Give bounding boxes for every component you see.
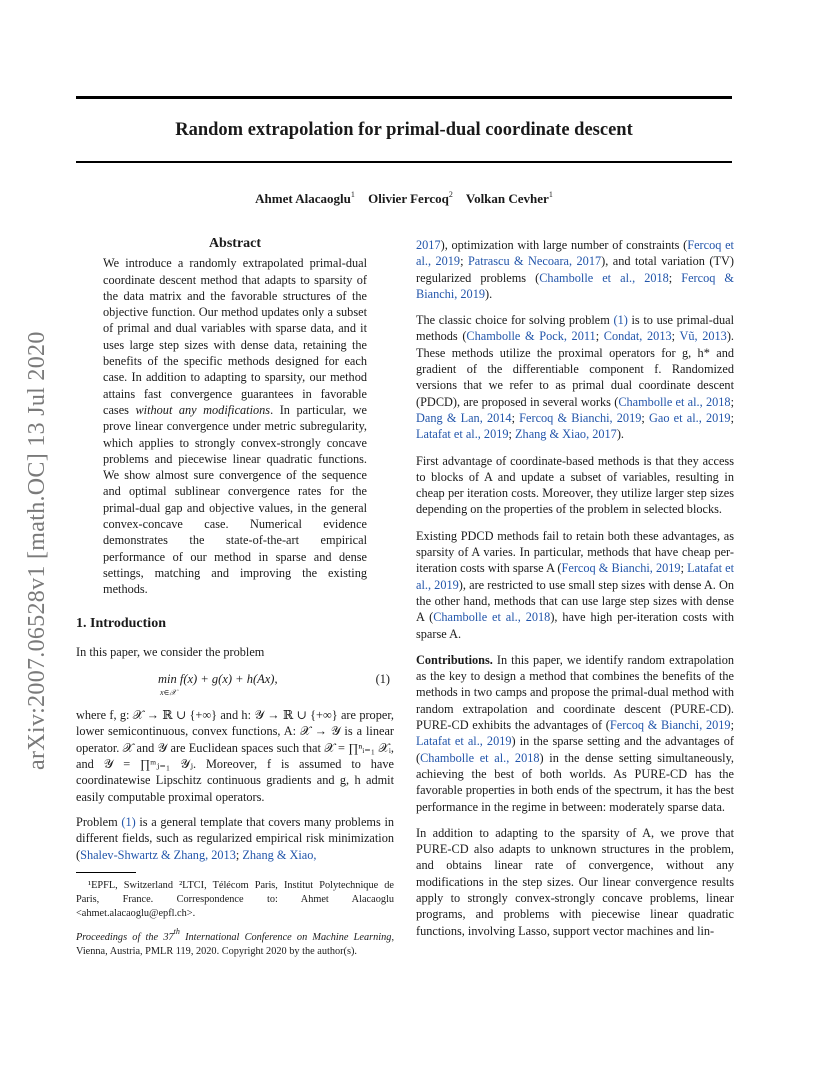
body-paragraph: 2017), optimization with large number of constraints (Fercoq et al., 2019; Patrascu & Necoara, 2017), and total variation (TV) regularized problems (Chambolle et al., 2018; Fercoq & Bianchi, 2019). [416,238,734,301]
citation-link[interactable]: Patrascu & Necoara, 2017 [467,254,602,269]
left-column [76,236,394,969]
body-paragraph: First advantage of coordinate-based methods is that they access to blocks of A and update a subset of variables, resulting in cheap per iteration costs. Moreover, they utilize larger step sizes depending on the properties of the problem in selected blocks. [416,453,734,517]
citation-link[interactable]: Chambolle et al., 2018 [539,270,669,285]
right-column [416,237,734,949]
author-list [76,191,732,207]
equation-subscript: x∈𝒳 [160,688,177,698]
citation-link[interactable]: Vũ, 2013 [679,329,727,344]
citation-link[interactable]: Chambolle et al., 2018 [420,750,540,765]
author-affiliation: 2 [448,190,453,199]
equation-expression: min f(x) + g(x) + h(Ax), [158,672,278,687]
author-name: Olivier Fercoq [368,191,449,206]
abstract-heading: Abstract [208,236,262,251]
paper-title: Random extrapolation for primal-dual coordinate descent [175,120,633,140]
author-affiliation: 1 [548,190,553,199]
citation-link[interactable]: Fercoq & Bianchi, 2019 [609,718,731,733]
citation-link[interactable]: Fercoq & Bianchi, 2019 [561,561,681,576]
citation-link[interactable]: Chambolle et al., 2018 [433,610,551,625]
citation-link[interactable]: Latafat et al., 2019 [416,561,735,592]
equation-ref-link[interactable]: (1) [121,814,136,829]
citation-link[interactable]: Fercoq & Bianchi, 2019 [416,270,734,301]
body-paragraph: In addition to adapting to the sparsity of A, we prove that PURE-CD also adapts to unknown structures in the problem, and obtains linear rate of convergence, without any modifications in the step sizes. Our linear convergence results apply to strongly convex-strongly concave problems, linear programs, and problems with piecewise linear quadratic functions, involving Lasso, support vector machines and lin- [416,825,734,938]
citation-link[interactable]: Latafat et al., 2019 [416,734,512,749]
citation-link[interactable]: Zhang & Xiao, 2017 [515,427,617,442]
citation-link[interactable]: Latafat et al., 2019 [416,427,509,442]
equation-number: (1) [375,672,390,687]
citation-link[interactable]: Condat, 2013 [603,329,672,344]
top-rule [76,96,732,99]
citation-link[interactable]: 2017 [416,238,441,252]
equation-1 [76,669,394,699]
proceedings-footnote: Proceedings of the 37th International Conference on Machine Learning, Vienna, Austria, PMLR 119, 2020. Copyright 2020 by the author(s). [76,926,395,957]
citation-link[interactable]: Shalev-Shwartz & Zhang, 2013 [80,847,236,862]
intro-paragraph: where f, g: 𝒳 → ℝ ∪ {+∞} and h: 𝒴 → ℝ ∪ {+∞} are proper, lower semicontinuous, convex functions, A: 𝒳 → 𝒴 is a linear operator. 𝒳 and 𝒴 are Euclidean spaces such that 𝒳 = ∏ⁿᵢ₌₁ 𝒳ᵢ, and 𝒴 = ∏ᵐⱼ₌₁ 𝒴ⱼ. Moreover, f is assumed to have coordinatewise Lipschitz continuous gradients and g, h admit easily computable proximal operators. [76,708,394,804]
section-heading-introduction: 1. Introduction [76,615,166,631]
bottom-rule [76,161,732,163]
arxiv-stamp: arXiv:2007.06528v1 [math.OC] 13 Jul 2020 [24,331,50,770]
author-name: Volkan Cevher [465,191,549,206]
contributions-heading: Contributions. [416,652,493,667]
citation-link[interactable]: Chambolle & Pock, 2011 [466,329,596,344]
citation-link[interactable]: Dang & Lan, 2014 [416,410,512,425]
citation-link[interactable]: Gao et al., 2019 [649,410,731,425]
author-name: Ahmet Alacaoglu [255,191,351,206]
citation-link[interactable]: Fercoq & Bianchi, 2019 [519,410,642,425]
intro-paragraph: Problem (1) is a general template that covers many problems in different fields, such as regularized empirical risk minimization (Shalev-Shwartz & Zhang, 2013; Zhang & Xiao, [76,814,395,862]
author-affiliation: 1 [350,190,355,199]
affiliation-footnote: ¹EPFL, Switzerland ²LTCI, Télécom Paris, Institut Polytechnique de Paris, France. Correspondence to: Ahmet Alacaoglu <ahmet.alacaoglu@epfl.ch>. [76,879,394,919]
footnotes [76,879,394,959]
footnote-rule [76,872,136,873]
contributions-paragraph: Contributions. In this paper, we identify random extrapolation as the key to design a method that combines the benefits of the methods in two camps and propose the primal-dual method with random extrapolation and coordinate descent (PURE-CD). PURE-CD exhibits the advantages of (Fercoq & Bianchi, 2019; Latafat et al., 2019) in the sparse setting and the advantages of (Chambolle et al., 2018) in the dense setting simultaneously, achieving the best of both worlds. As PURE-CD has the favorable properties in both ends of the spectrum, it has the best performance in the regime in between: moderately sparse data. [416,652,734,814]
intro-paragraph: In this paper, we consider the problem [76,644,265,659]
body-paragraph: The classic choice for solving problem (1) is to use primal-dual methods (Chambolle & Pock, 2011; Condat, 2013; Vũ, 2013). These methods utilize the proximal operators for g, h* and gradient of the differentiable component f. Randomized versions that we refer to as primal dual coordinate descent (PDCD), are proposed in several works (Chambolle et al., 2018; Dang & Lan, 2014; Fercoq & Bianchi, 2019; Gao et al., 2019; Latafat et al., 2019; Zhang & Xiao, 2017). [416,313,734,442]
citation-link[interactable]: Zhang & Xiao, [242,847,317,862]
abstract-body: We introduce a randomly extrapolated primal-dual coordinate descent method that adapts to sparsity of the data matrix and the favorable structures of the objective function. Our method updates only a subset of primal and dual variables with sparse data, and it uses large step sizes with dense data, retaining the benefits of the specific methods designed for each case. In addition to adapting to sparsity, our method attains fast convergence guarantees in favorable cases without any modifications. In particular, we prove linear convergence under metric subregularity, which applies to strongly convex-strongly concave problems and piecewise linear quadratic functions. We show almost sure convergence of the sequence and optimal sublinear convergence rates for the primal-dual gap and objective values, in the general convex-concave case. Numerical evidence demonstrates the state-of-the-art empirical performance of our method in sparse and dense settings, matching and improving the existing methods. [103,256,368,597]
body-paragraph: Existing PDCD methods fail to retain both these advantages, as sparsity of A varies. In particular, methods that have cheap per-iteration costs with sparse A (Fercoq & Bianchi, 2019; Latafat et al., 2019), are restricted to use small step sizes with dense A. On the other hand, methods that can use large step sizes with dense A (Chambolle et al., 2018), have high per-iteration costs with sparse A. [416,528,735,641]
equation-ref-link[interactable]: (1) [613,313,628,328]
citation-link[interactable]: Chambolle et al., 2018 [618,394,731,409]
citation-link[interactable]: Fercoq et al., 2019 [416,238,734,269]
